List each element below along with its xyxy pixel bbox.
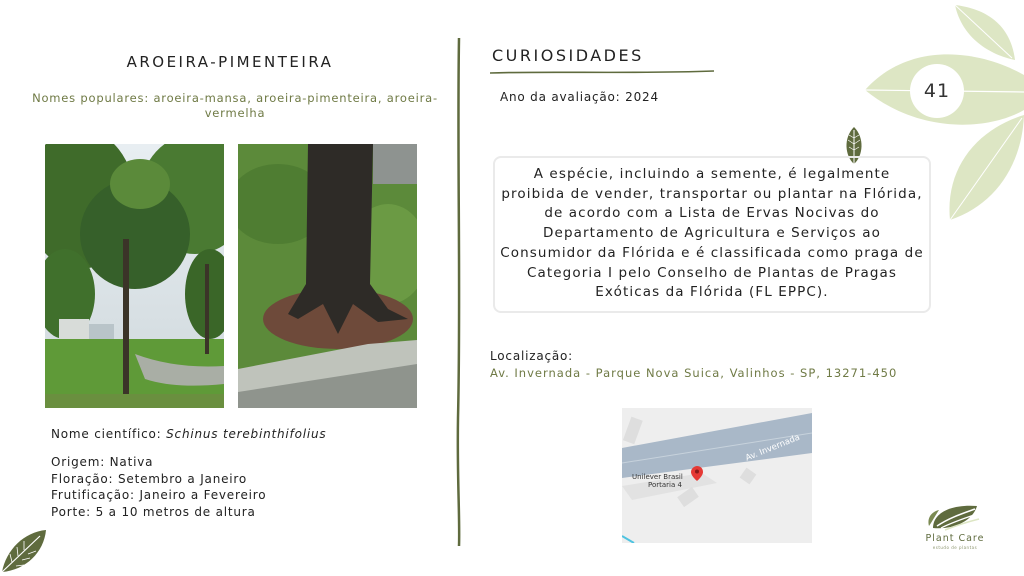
heading-underline [490, 68, 714, 76]
brand-name: Plant Care [925, 533, 985, 544]
popular-names: Nomes populares: aroeira-mansa, aroeira-pimenteira, aroeira-vermelha [32, 91, 438, 120]
trunk-photo [238, 144, 417, 408]
brand-leaf-icon [915, 500, 995, 534]
scientific-name [51, 426, 326, 443]
fruiting: Frutificação: Janeiro a Fevereiro [51, 488, 267, 502]
evaluation-year: Ano da avaliação: 2024 [500, 90, 659, 104]
location-label: Localização: [490, 349, 574, 363]
leaf-decoration-icon [0, 528, 48, 574]
curiosities-heading: CURIOSIDADES [492, 46, 644, 65]
curiosity-text: A espécie, incluindo a semente, é legalmente proibida de vender, transportar ou plantar na Flórida, de acordo com a Lista de Ervas Nocivas do Departamento de Agricultura e Serviços ao Consumidor da Flórida e é classificada como praga de Categoria I pelo Conselho de Plantas de Pragas Exóticas da Flórida (FL EPPC). [500, 166, 924, 301]
page-number: 41 [910, 64, 964, 118]
tree-photo [45, 144, 224, 408]
species-title: AROEIRA-PIMENTEIRA [126, 53, 334, 71]
map-street-label: Av. Invernada [744, 432, 802, 464]
location-map[interactable] [622, 408, 812, 543]
origin: Origem: Nativa [51, 455, 154, 469]
size: Porte: 5 a 10 metros de altura [51, 504, 256, 519]
map-place-line1: Unilever Brasil [632, 473, 683, 481]
scientific-name-label: Nome científico: [51, 427, 167, 441]
brand-tagline: estudo de plantas [932, 545, 978, 550]
map-place-line2: Portaria 4 [648, 481, 682, 489]
brand-logo [915, 500, 995, 555]
location-address: Av. Invernada - Parque Nova Suica, Valinhos - SP, 13271-450 [490, 366, 898, 380]
flowering: Floração: Setembro a Janeiro [51, 471, 248, 486]
vertical-divider [454, 38, 464, 546]
scientific-name-value: Schinus terebinthifolius [166, 427, 327, 441]
